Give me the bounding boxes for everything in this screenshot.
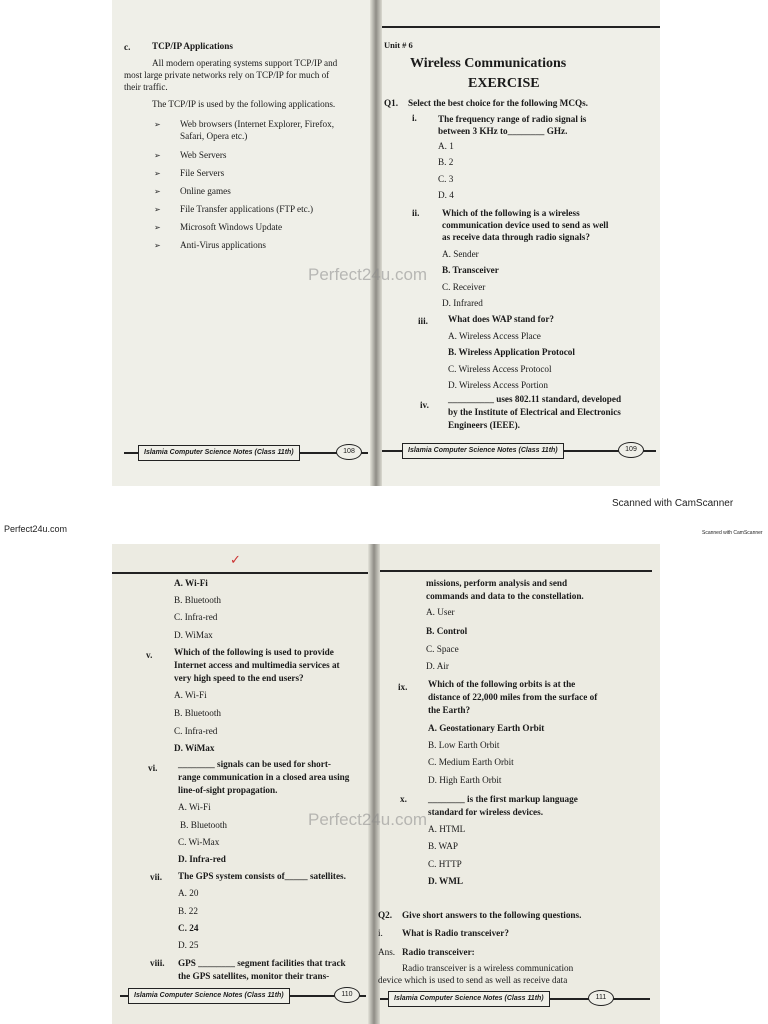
mcq-question-cont: missions, perform analysis and send <box>426 578 568 588</box>
q1-label: Q1. <box>384 98 399 108</box>
mcq-question: line-of-sight propagation. <box>178 785 278 795</box>
mcq-question: GPS ________ segment facilities that track <box>178 958 346 968</box>
footer-title: Islamia Computer Science Notes (Class 11th) <box>138 445 300 461</box>
page-110 <box>112 544 374 1024</box>
mcq-option: A. Wireless Access Place <box>448 331 541 341</box>
app-item: Anti-Virus applications <box>180 240 266 250</box>
bullet-icon: ➢ <box>154 187 161 196</box>
bottom-book-spread <box>112 544 660 1024</box>
q2-text: Give short answers to the following questions. <box>402 910 582 920</box>
app-item: Web Servers <box>180 150 227 160</box>
mcq-option: A. 20 <box>178 888 199 898</box>
q2-label: Q2. <box>378 910 393 920</box>
top-book-spread <box>112 0 660 486</box>
mcq-option: C. 3 <box>438 174 454 184</box>
page-number: 111 <box>588 990 614 1006</box>
mcq-question: very high speed to the end users? <box>174 673 304 683</box>
page-footer <box>380 991 650 1007</box>
mcq-number: v. <box>146 650 153 660</box>
footer-title: Islamia Computer Science Notes (Class 11th) <box>128 988 290 1004</box>
page-108 <box>112 0 374 486</box>
bullet-icon: ➢ <box>154 169 161 178</box>
header-rule <box>380 570 652 572</box>
mcq-question: communication device used to send as well <box>442 220 609 230</box>
app-item: File Servers <box>180 168 225 178</box>
bullet-icon: ➢ <box>154 205 161 214</box>
ans-title: Radio transceiver: <box>402 947 475 957</box>
mcq-option: C. Infra-red <box>174 612 218 622</box>
app-item-cont: Safari, Opera etc.) <box>180 131 248 141</box>
page-number: 109 <box>618 442 644 458</box>
mcq-option: D. WiMax <box>174 743 215 753</box>
mcq-option: D. Air <box>426 661 449 671</box>
mcq-option: C. Receiver <box>442 282 486 292</box>
ans-line: device which is used to send as well as receive data <box>378 975 568 985</box>
header-rule <box>382 26 660 28</box>
mcq-question: the GPS satellites, monitor their trans- <box>178 971 330 981</box>
mcq-option: B. 22 <box>178 906 198 916</box>
mcq-option: D. Wireless Access Portion <box>448 380 548 390</box>
app-item: Web browsers (Internet Explorer, Firefox, <box>180 119 335 129</box>
mcq-option: B. Bluetooth <box>174 708 221 718</box>
mcq-option: C. Infra-red <box>174 726 218 736</box>
check-mark-icon: ✓ <box>230 552 241 567</box>
header-rule <box>112 572 368 574</box>
usage-line: The TCP/IP is used by the following applications. <box>152 99 336 109</box>
watermark-text: Perfect24u.com <box>308 810 428 829</box>
mcq-question: Engineers (IEEE). <box>448 420 520 430</box>
page-footer <box>124 445 368 461</box>
mcq-option: A. User <box>426 607 455 617</box>
page-footer <box>120 988 366 1004</box>
bullet-icon: ➢ <box>154 120 161 129</box>
mcq-number: x. <box>400 794 407 804</box>
mcq-option: C. Wireless Access Protocol <box>448 364 552 374</box>
watermark-text: Perfect24u.com <box>308 265 428 284</box>
page-footer <box>382 443 656 459</box>
intro-line-1: All modern operating systems support TCP/IP and <box>152 58 338 68</box>
mcq-number: iv. <box>420 400 429 410</box>
q2-item-text: What is Radio transceiver? <box>402 928 509 938</box>
mcq-option: B. Transceiver <box>442 265 499 275</box>
mcq-number: i. <box>412 113 417 123</box>
mcq-question: Which of the following orbits is at the <box>428 679 576 689</box>
page-number: 110 <box>334 987 360 1003</box>
q2-item-number: i. <box>378 928 383 938</box>
q1-text: Select the best choice for the following MCQs. <box>408 98 588 108</box>
chapter-title: Wireless Communications <box>410 56 567 71</box>
scanned-caption: Scanned with CamScanner <box>612 498 734 509</box>
mcq-option: D. 4 <box>438 190 454 200</box>
intro-line-2: most large private networks rely on TCP/IP for much of <box>124 70 330 80</box>
mcq-option: D. High Earth Orbit <box>428 775 502 785</box>
bullet-icon: ➢ <box>154 223 161 232</box>
mcq-question-cont: commands and data to the constellation. <box>426 591 584 601</box>
mcq-question: What does WAP stand for? <box>448 314 555 324</box>
mcq-question: as receive data through radio signals? <box>442 232 590 242</box>
mcq-option: C. HTTP <box>428 859 462 869</box>
mcq-option: A. Geostationary Earth Orbit <box>428 723 545 733</box>
mcq-question: Which of the following is a wireless <box>442 208 580 218</box>
mcq-question: standard for wireless devices. <box>428 807 544 817</box>
small-scanned-caption: Scanned with CamScanner <box>702 530 763 536</box>
section-label: c. <box>124 42 131 52</box>
footer-title: Islamia Computer Science Notes (Class 11th) <box>388 991 550 1007</box>
mcq-option: A. Wi-Fi <box>174 578 208 588</box>
mcq-option: A. Wi-Fi <box>178 802 211 812</box>
exercise-title: EXERCISE <box>468 76 540 91</box>
mcq-option: B. Bluetooth <box>174 595 221 605</box>
mcq-option: B. Wireless Application Protocol <box>448 347 575 357</box>
mcq-option: B. WAP <box>428 841 458 851</box>
intro-line-3: their traffic. <box>124 82 168 92</box>
site-caption: Perfect24u.com <box>4 524 68 534</box>
mcq-option: B. Control <box>426 626 468 636</box>
mcq-number: vii. <box>150 872 162 882</box>
mcq-option: B. 2 <box>438 157 454 167</box>
mcq-option: D. WML <box>428 876 464 886</box>
mcq-question: between 3 KHz to________ GHz. <box>438 126 568 136</box>
page-111 <box>374 544 660 1024</box>
mcq-question: the Earth? <box>428 705 471 715</box>
mcq-number: ix. <box>398 682 408 692</box>
unit-label: Unit # 6 <box>384 40 413 50</box>
mcq-option: C. Medium Earth Orbit <box>428 757 514 767</box>
mcq-option: B. Low Earth Orbit <box>428 740 500 750</box>
mcq-question: by the Institute of Electrical and Electronics <box>448 407 621 417</box>
bullet-icon: ➢ <box>154 241 161 250</box>
mcq-option: A. 1 <box>438 141 454 151</box>
mcq-question: ________ signals can be used for short- <box>178 759 331 769</box>
mcq-option: A. HTML <box>428 824 466 834</box>
mcq-number: vi. <box>148 763 158 773</box>
ans-label: Ans. <box>378 947 396 957</box>
mcq-number: iii. <box>418 316 428 326</box>
mcq-option: D. Infrared <box>442 298 483 308</box>
section-title: TCP/IP Applications <box>152 41 233 51</box>
ans-line: Radio transceiver is a wireless communication <box>402 963 574 973</box>
mcq-question: The GPS system consists of_____ satellites. <box>178 871 346 881</box>
app-item: Microsoft Windows Update <box>180 222 283 232</box>
mcq-question: ________ is the first markup language <box>428 794 578 804</box>
mcq-question: The frequency range of radio signal is <box>438 114 587 124</box>
mcq-option: A. Wi-Fi <box>174 690 207 700</box>
mcq-question: Which of the following is used to provide <box>174 647 334 657</box>
mcq-option: B. Bluetooth <box>180 820 227 830</box>
app-item: File Transfer applications (FTP etc.) <box>180 204 314 214</box>
mcq-option: C. Space <box>426 644 459 654</box>
mcq-question: __________ uses 802.11 standard, developed <box>448 394 622 404</box>
mcq-question: distance of 22,000 miles from the surface of <box>428 692 598 702</box>
mcq-option: D. 25 <box>178 940 199 950</box>
mcq-option: C. Wi-Max <box>178 837 220 847</box>
page-number: 108 <box>336 444 362 460</box>
page-109 <box>376 0 660 486</box>
bullet-icon: ➢ <box>154 151 161 160</box>
mcq-option: A. Sender <box>442 249 479 259</box>
app-item: Online games <box>180 186 231 196</box>
mcq-option: D. WiMax <box>174 630 213 640</box>
mcq-option: C. 24 <box>178 923 199 933</box>
mcq-option: D. Infra-red <box>178 854 226 864</box>
mcq-question: range communication in a closed area using <box>178 772 350 782</box>
mcq-number: ii. <box>412 208 420 218</box>
footer-title: Islamia Computer Science Notes (Class 11th) <box>402 443 564 459</box>
mcq-number: viii. <box>150 958 165 968</box>
mcq-question: Internet access and multimedia services at <box>174 660 340 670</box>
